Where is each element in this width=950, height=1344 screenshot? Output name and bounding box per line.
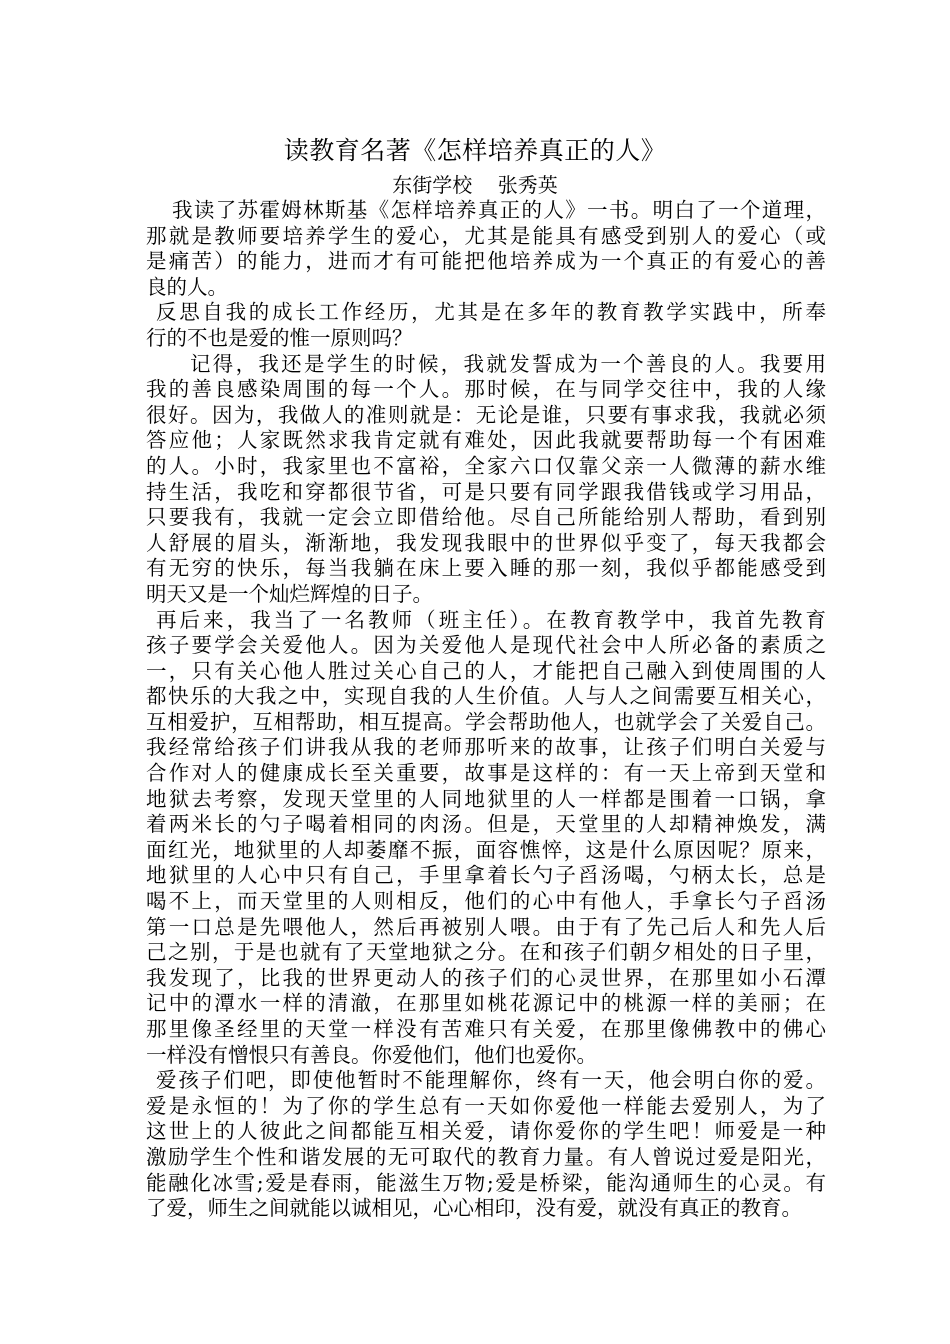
paragraph — [146, 1068, 826, 1222]
paragraph — [146, 608, 826, 1069]
paragraph — [146, 352, 826, 608]
text-line: 地狱里的人心中只有自己，手里拿着长勺子舀汤喝，勺柄太长，总是 — [146, 863, 826, 888]
text-line: 一样没有憎恨只有善良。你爱他们，他们也爱你。 — [146, 1042, 597, 1067]
text-line: 记得，我还是学生的时候，我就发誓成为一个善良的人。我要用 — [190, 351, 826, 376]
text-line: 很好。因为，我做人的准则就是：无论是谁，只要有事求我，我就必须 — [146, 402, 826, 427]
text-line: 有无穷的快乐，每当我躺在床上要入睡的那一刻，我似乎都能感受到 — [146, 556, 826, 581]
document-body — [146, 198, 826, 1222]
text-line: 都快乐的大我之中，实现自我的人生价值。人与人之间需要互相关心， — [146, 684, 826, 709]
text-line: 己之别，于是也就有了天堂地狱之分。在和孩子们朝夕相处的日子里， — [146, 940, 826, 965]
text-line: 记中的潭水一样的清澈，在那里如桃花源记中的桃源一样的美丽；在 — [146, 991, 826, 1016]
text-line: 第一口总是先喂他人，然后再被别人喂。由于有了先己后人和先人后 — [146, 914, 826, 939]
text-line: 我读了苏霍姆林斯基《怎样培养真正的人》一书。明白了一个道理， — [172, 198, 826, 222]
text-line: 那里像圣经里的天堂一样没有苦难只有关爱，在那里像佛教中的佛心 — [146, 1017, 826, 1041]
text-line: 反思自我的成长工作经历，尤其是在多年的教育教学实践中，所奉 — [156, 300, 826, 325]
text-line: 这世上的人彼此之间都能互相关爱，请你爱你的学生吧！师爱是一种 — [146, 1119, 826, 1144]
text-line: 着两米长的勺子喝着相同的肉汤。但是，天堂里的人却精神焕发，满 — [146, 812, 826, 837]
text-line: 我的善良感染周围的每一个人。那时候，在与同学交往中，我的人缘 — [146, 377, 826, 402]
text-line: 的人。小时，我家里也不富裕，全家六口仅靠父亲一人微薄的薪水维 — [146, 453, 826, 478]
text-line: 合作对人的健康成长至关重要，故事是这样的：有一天上帝到天堂和 — [146, 761, 826, 786]
text-line: 明天又是一个灿烂辉煌的日子。 — [146, 581, 433, 606]
text-line: 我发现了，比我的世界更动人的孩子们的心灵世界，在那里如小石潭 — [146, 965, 826, 990]
text-line: 人舒展的眉头，渐渐地，我发现我眼中的世界似乎变了，每天我都会 — [146, 530, 826, 555]
text-line: 行的不也是爱的惟一原则吗？ — [146, 325, 413, 350]
text-line: 地狱去考察，发现天堂里的人同地狱里的人一样都是围着一口锅，拿 — [146, 786, 826, 811]
text-line: 爱孩子们吧，即使他暂时不能理解你，终有一天，他会明白你的爱。 — [156, 1068, 826, 1093]
document-title: 读教育名著《怎样培养真正的人》 — [283, 136, 667, 165]
text-line: 再后来，我当了一名教师（班主任）。在教育教学中，我首先教育 — [156, 607, 826, 632]
text-line: 了爱，师生之间就能以诚相见，心心相印，没有爱，就没有真正的教育。 — [146, 1196, 802, 1221]
text-line: 爱是永恒的！为了你的学生总有一天如你爱他一样能去爱别人，为了 — [146, 1093, 826, 1118]
text-line: 持生活，我吃和穿都很节省，可是只要有同学跟我借钱或学习用品， — [146, 479, 826, 504]
text-line: 孩子要学会关爱他人。因为关爱他人是现代社会中人所必备的素质之 — [146, 633, 826, 658]
text-line: 面红光，地狱里的人却萎靡不振，面容憔悴，这是什么原因呢？原来， — [146, 837, 826, 862]
text-line: 激励学生个性和谐发展的无可取代的教育力量。有人曾说过爱是阳光， — [146, 1144, 826, 1169]
paragraph — [146, 198, 826, 300]
text-line: 只要我有，我就一定会立即借给他。尽自己所能给别人帮助，看到别 — [146, 505, 826, 530]
text-line: 能融化冰雪;爱是春雨，能滋生万物;爱是桥梁，能沟通师生的心灵。有 — [146, 1170, 826, 1195]
text-line: 一，只有关心他人胜过关心自己的人，才能把自己融入到使周围的人 — [146, 658, 826, 683]
text-line: 互相爱护，互相帮助，相互提高。学会帮助他人，也就学会了关爱自己。 — [146, 709, 826, 734]
text-line: 喝不上，而天堂里的人则相反，他们的心中有他人，手拿长勺子舀汤 — [146, 889, 826, 914]
text-line: 是痛苦）的能力，进而才有可能把他培养成为一个真正的有爱心的善 — [146, 249, 826, 274]
text-line: 良的人。 — [146, 274, 228, 299]
text-line: 那就是教师要培养学生的爱心，尤其是能具有感受到别人的爱心（或 — [146, 223, 826, 248]
paragraph — [146, 300, 826, 351]
text-line: 答应他；人家既然求我肯定就有难处，因此我就要帮助每一个有困难 — [146, 428, 826, 453]
author-byline: 东街学校 张秀英 — [392, 173, 558, 197]
text-line: 我经常给孩子们讲我从我的老师那听来的故事，让孩子们明白关爱与 — [146, 735, 826, 760]
